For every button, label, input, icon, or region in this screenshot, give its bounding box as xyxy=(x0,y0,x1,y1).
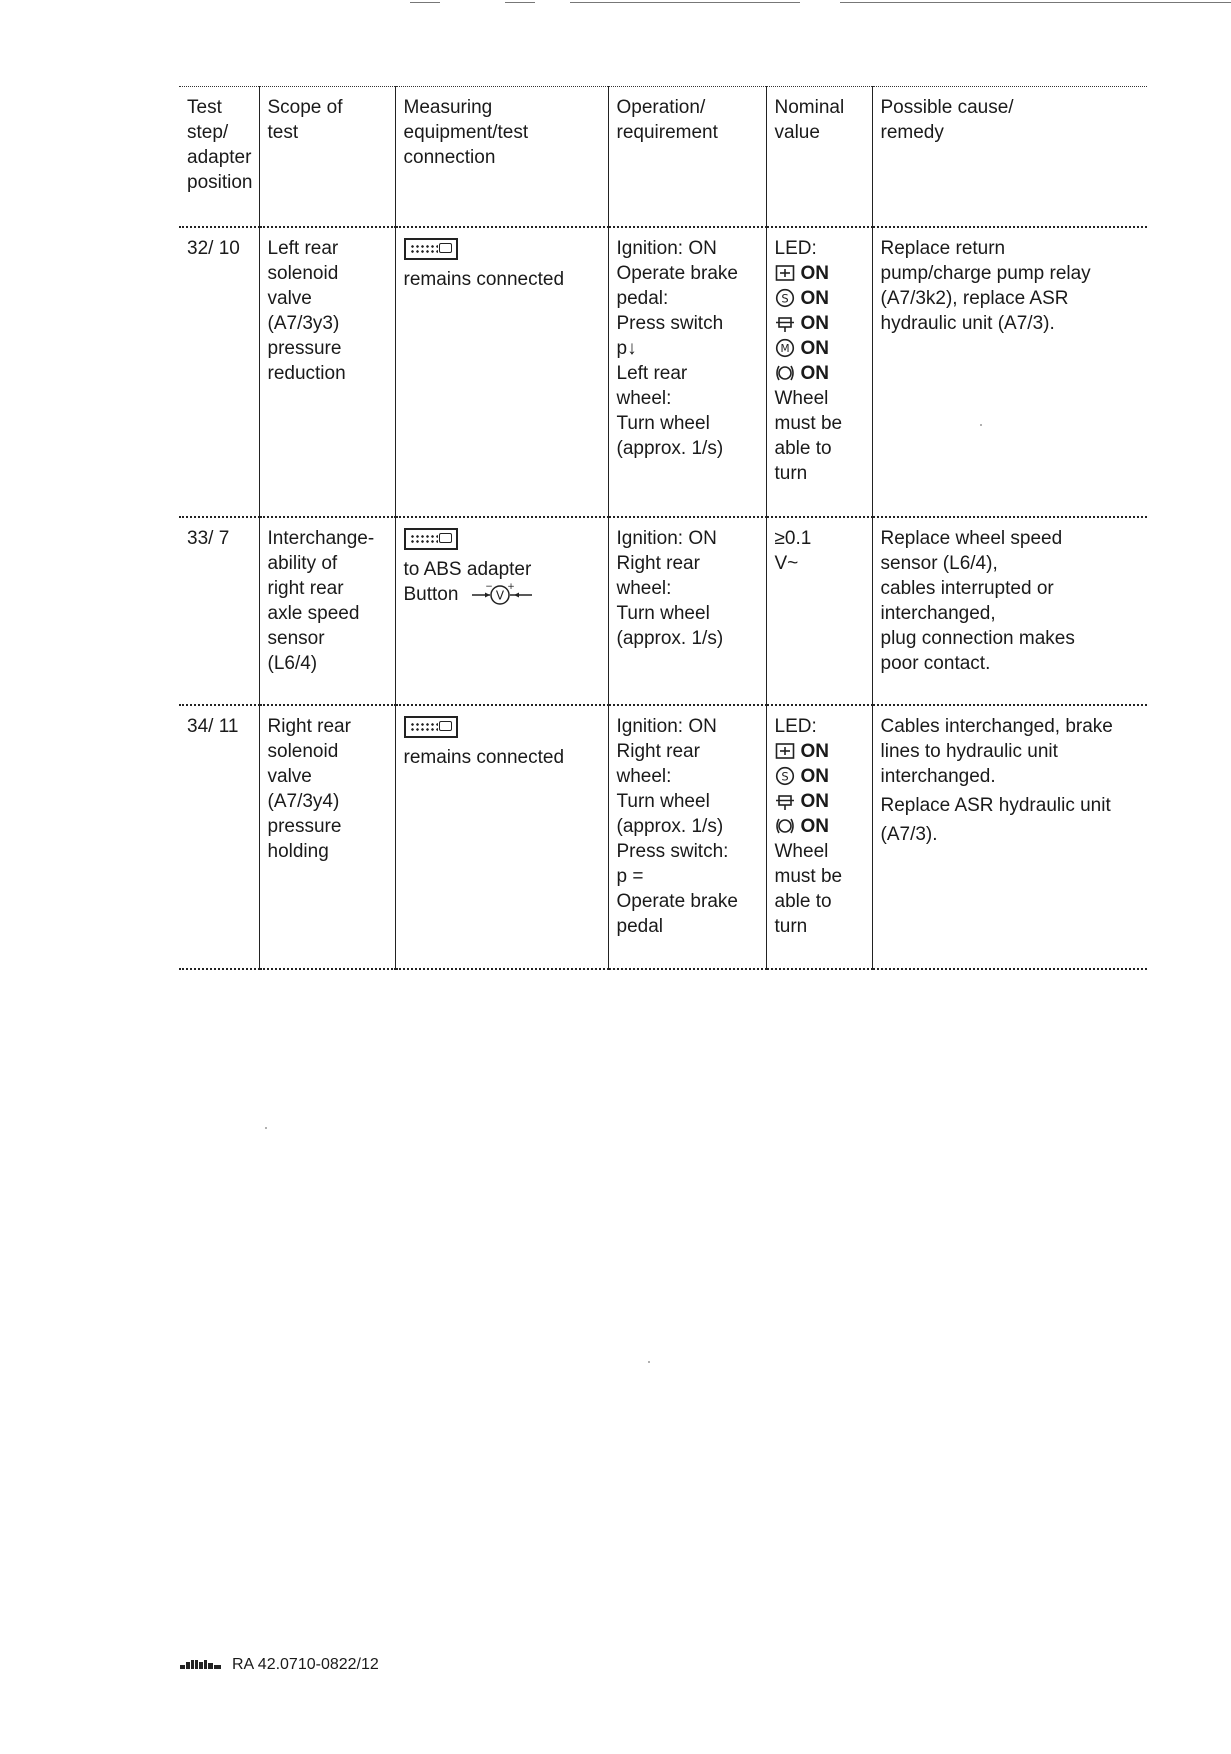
wheel-symbol-icon xyxy=(775,363,795,383)
top-rule xyxy=(840,2,1231,3)
tester-icon xyxy=(404,716,458,738)
top-rule xyxy=(570,2,800,3)
header-test-step: Test step/ adapter position xyxy=(179,87,259,227)
tester-icon xyxy=(404,528,458,550)
test-table xyxy=(179,86,1147,970)
tester-icon xyxy=(404,238,458,260)
s-circle-icon xyxy=(775,766,795,786)
cause-cell: Cables interchanged, brake lines to hydraulic unit interchanged. Replace ASR hydraulic unit (A7/3). xyxy=(872,705,1147,969)
svg-text:V: V xyxy=(495,588,504,602)
header-nominal: Nominal value xyxy=(766,87,872,227)
table-row xyxy=(179,705,1147,969)
measuring-cell: remains connected xyxy=(395,705,608,969)
valve-symbol-icon xyxy=(775,791,795,811)
table-row xyxy=(179,517,1147,705)
page-footer xyxy=(180,1656,379,1674)
nominal-cell: LED: ON S ON ON M ON ON Wheel must be able to turn xyxy=(766,227,872,517)
scan-speck xyxy=(980,424,982,426)
pump-symbol-icon xyxy=(775,741,795,761)
document-number: RA 42.0710-0822/12 xyxy=(232,1656,379,1673)
header-operation: Operation/ requirement xyxy=(608,87,766,227)
table-header-row xyxy=(179,87,1147,227)
publisher-logo-icon xyxy=(180,1659,222,1671)
operation-cell: Ignition: ON Right rear wheel: Turn wheel (approx. 1/s) xyxy=(608,517,766,705)
pump-symbol-icon xyxy=(775,263,795,283)
scope-cell: Interchange- ability of right rear axle speed sensor (L6/4) xyxy=(259,517,395,705)
scan-speck xyxy=(265,1127,267,1129)
m-circle-icon xyxy=(775,338,795,358)
top-rule xyxy=(505,2,535,3)
table-row xyxy=(179,227,1147,517)
svg-text:S: S xyxy=(780,291,789,306)
header-scope: Scope of test xyxy=(259,87,395,227)
operation-cell: Ignition: ON Operate brake pedal: Press switch p↓ Left rear wheel: Turn wheel (approx. 1/s) xyxy=(608,227,766,517)
top-rule xyxy=(410,2,440,3)
svg-text:−: − xyxy=(484,581,493,592)
scan-speck xyxy=(648,1361,650,1363)
operation-cell: Ignition: ON Right rear wheel: Turn wheel (approx. 1/s) Press switch: p = Operate brake pedal xyxy=(608,705,766,969)
wheel-symbol-icon xyxy=(775,816,795,836)
nominal-cell: ≥0.1 V~ xyxy=(766,517,872,705)
s-circle-icon xyxy=(775,288,795,308)
measuring-cell: to ABS adapter Button V − + xyxy=(395,517,608,705)
voltmeter-button-icon xyxy=(470,582,534,608)
step-cell: 34/ 11 xyxy=(179,705,259,969)
scope-cell: Left rear solenoid valve (A7/3y3) pressure reduction xyxy=(259,227,395,517)
valve-symbol-icon xyxy=(775,313,795,333)
svg-text:+: + xyxy=(506,581,515,592)
svg-text:M: M xyxy=(779,343,790,356)
step-cell: 33/ 7 xyxy=(179,517,259,705)
cause-cell: Replace return pump/charge pump relay (A7/3k2), replace ASR hydraulic unit (A7/3). xyxy=(872,227,1147,517)
nominal-cell: LED: ON S ON ON ON Wheel must be able to turn xyxy=(766,705,872,969)
header-measuring: Measuring equipment/test connection xyxy=(395,87,608,227)
svg-text:S: S xyxy=(780,769,789,784)
header-cause: Possible cause/ remedy xyxy=(872,87,1147,227)
scope-cell: Right rear solenoid valve (A7/3y4) pressure holding xyxy=(259,705,395,969)
step-cell: 32/ 10 xyxy=(179,227,259,517)
measuring-cell: remains connected xyxy=(395,227,608,517)
cause-cell: Replace wheel speed sensor (L6/4), cables interrupted or interchanged, plug connection makes poor contact. xyxy=(872,517,1147,705)
